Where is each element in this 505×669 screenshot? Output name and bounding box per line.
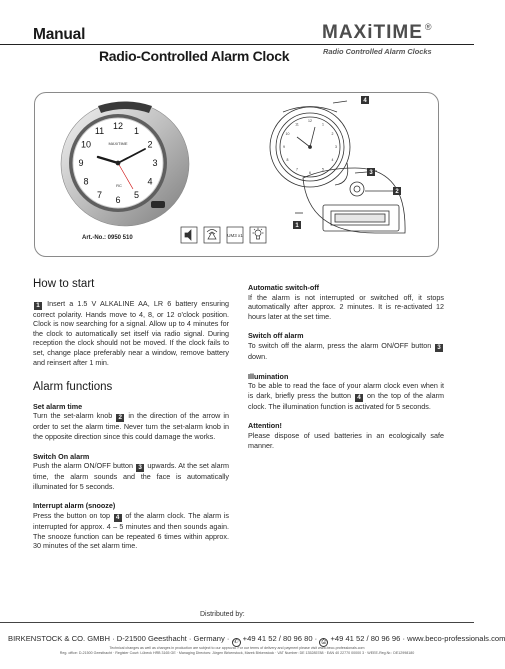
interrupt-text-b: of the alarm clock. The alarm is interrupted for approx. 4 – 5 minutes and then sounds again. The snooze function can be repeated 6 times within approx. 30 minutes of the set alarm time. xyxy=(33,510,230,551)
brand-tagline: Radio Controlled Alarm Clocks xyxy=(323,47,432,56)
brand-name-text: MAXiTIME xyxy=(322,22,423,43)
dial-numeral: 9 xyxy=(78,158,84,169)
interrupt-text-a: Press the button on top xyxy=(33,510,110,520)
right-column xyxy=(248,283,444,450)
line-dial-numeral: 9 xyxy=(283,145,285,150)
doc-type-title: Manual xyxy=(33,26,86,43)
auto-off-text: If the alarm is not interrupted or switched off, it stops automatically after approx. 2 minutes. It is re-activated 12 hours later at the set time. xyxy=(248,292,444,321)
clock-photo xyxy=(61,102,189,227)
interrupt-text xyxy=(33,511,229,551)
svg-text:4: 4 xyxy=(363,98,367,105)
dial-numeral: 1 xyxy=(133,126,140,137)
section-title-how-to-start: How to start xyxy=(33,278,95,290)
line-dial-numeral: 7 xyxy=(296,167,298,172)
set-alarm-text-a: Turn the set-alarm knob xyxy=(33,411,113,421)
line-dial-numeral: 4 xyxy=(331,158,334,163)
line-dial-numeral: 6 xyxy=(309,171,311,176)
dial-numeral: 4 xyxy=(147,176,153,187)
interrupt-heading: Interrupt alarm (snooze) xyxy=(33,501,116,511)
article-number: Art.-No.: 0950 510 xyxy=(82,235,133,241)
step-number-4: 4 xyxy=(114,514,122,522)
illumination-text-b: on the top of the alarm clock. The illumination function is activated for 5 seconds. xyxy=(248,390,444,411)
step-number-3: 3 xyxy=(136,464,144,472)
brand-logo xyxy=(322,22,452,56)
footer-phone: +49 41 52 / 80 96 80 · xyxy=(242,634,318,643)
dial-numeral: 12 xyxy=(112,121,124,132)
dial-numeral: 3 xyxy=(152,158,158,169)
svg-text:2: 2 xyxy=(395,189,399,196)
line-dial-numeral: 2 xyxy=(331,132,334,137)
dial-brand: MAXiTIME xyxy=(108,141,128,146)
fax-icon: ⎙ xyxy=(319,638,328,647)
switch-on-text-a: Push the alarm ON/OFF button xyxy=(33,461,134,471)
line-dial-numeral: 1 xyxy=(322,122,324,127)
product-title: Radio-Controlled Alarm Clock xyxy=(99,48,290,64)
set-alarm-text xyxy=(33,411,229,441)
footer-divider xyxy=(0,622,474,623)
illumination-text xyxy=(248,381,444,411)
switch-off-text-a: To switch off the alarm, press the alarm ON/OFF button xyxy=(248,340,432,350)
step-number-2: 2 xyxy=(116,414,124,422)
dial-numeral: 11 xyxy=(94,126,105,137)
switch-on-text-b: upwards. At the set alarm time, the alarm sounds and the face is automatically illuminated for 5 seconds. xyxy=(33,461,229,491)
line-dial-numeral: 10 xyxy=(285,132,290,137)
clock-line-front xyxy=(270,101,367,187)
dial-numeral: 2 xyxy=(147,139,153,150)
brand-name xyxy=(322,22,452,44)
alarm-switch xyxy=(151,201,165,208)
line-dial-numeral: 12 xyxy=(308,119,312,124)
attention-text: Please dispose of used batteries in an ecologically safe manner. xyxy=(248,430,444,450)
left-column xyxy=(33,280,229,551)
product-illustration xyxy=(34,92,439,257)
footer-company: BIRKENSTOCK & CO. GMBH · D-21500 Geesthacht · Germany · xyxy=(8,634,230,643)
phone-icon: ✆ xyxy=(233,639,239,645)
dial-numeral: 5 xyxy=(133,190,140,201)
step-number-1: 1 xyxy=(34,302,42,310)
illumination-text-a: To be able to read the face of your alarm clock even when it is dark, briefly press the button xyxy=(248,381,444,400)
dial-numeral: 10 xyxy=(80,139,92,150)
dial-numeral: 6 xyxy=(115,195,121,206)
dial-numeral: 8 xyxy=(83,176,89,187)
clock-drawings xyxy=(35,93,440,258)
illumination-heading: Illumination xyxy=(248,371,289,381)
how-to-start-body: Insert a 1.5 V ALKALINE AA, LR 6 battery ensuring correct polarity. Hands move to 4, 8, or 12 o'clock position. Clock is now searching for a signal. Allow up to 4 minutes for the clock to automatically set itself via radio signal. During reception the clock should not be moved. If the clock fails to set, change place preferably near a window, remove battery and reinsert after 1 min. xyxy=(33,298,230,367)
battery-label: UM3 x1 xyxy=(227,233,243,238)
header-divider xyxy=(0,44,474,45)
footer-legal-line-2: Reg. office: D-21500 Geesthacht · Register Court: Lübeck HRB 3165 GE · Managing Directors: Jürgen Birkenstock, Marek Birkenstock · VAT Number: DE 135285788 · EAN 40 22770 00000 3 · WEEE-Reg.Nr.: DE12998180 xyxy=(59,650,415,655)
attention-heading: Attention! xyxy=(248,421,282,431)
feature-icons xyxy=(181,227,266,243)
line-dial-numeral: 11 xyxy=(295,122,299,127)
footer-fax-web: +49 41 52 / 80 96 96 · www.beco-professionals.com xyxy=(330,634,505,643)
svg-text:1: 1 xyxy=(295,223,299,230)
svg-text:3: 3 xyxy=(369,170,373,177)
switch-off-text xyxy=(248,341,444,362)
step-number-3b: 3 xyxy=(435,344,443,352)
set-alarm-heading: Set alarm time xyxy=(33,401,83,411)
auto-off-heading: Automatic switch-off xyxy=(248,283,320,292)
footer-legal xyxy=(8,646,466,655)
switch-on-heading: Switch On alarm xyxy=(33,451,90,461)
footer-legal-line-1: Technical changes as well as changes in production are subject to our approval. For our terms of delivery and payment please visit www.beco-professionals.com xyxy=(109,646,365,650)
switch-on-text xyxy=(33,461,229,491)
registered-mark: ® xyxy=(424,22,433,32)
distributed-by-label: Distributed by: xyxy=(200,611,245,618)
section-title-alarm-functions: Alarm functions xyxy=(33,381,113,394)
dial-rc: RC xyxy=(116,183,122,188)
clock-line-back xyxy=(295,168,405,233)
set-alarm-text-b: in the direction of the arrow in order to set the alarm time. Never turn the set-alarm knob in the opposite direction since this could damage the works. xyxy=(33,411,229,441)
dial-numeral: 7 xyxy=(96,190,103,201)
switch-off-heading: Switch off alarm xyxy=(248,331,304,341)
line-dial-numeral: 3 xyxy=(335,145,337,150)
line-dial-numeral: 5 xyxy=(322,167,324,172)
header xyxy=(33,26,290,64)
step-number-4b: 4 xyxy=(355,394,363,402)
line-dial-numeral: 8 xyxy=(286,158,289,163)
switch-off-text-b: down. xyxy=(248,351,268,361)
how-to-start-text xyxy=(33,299,229,368)
